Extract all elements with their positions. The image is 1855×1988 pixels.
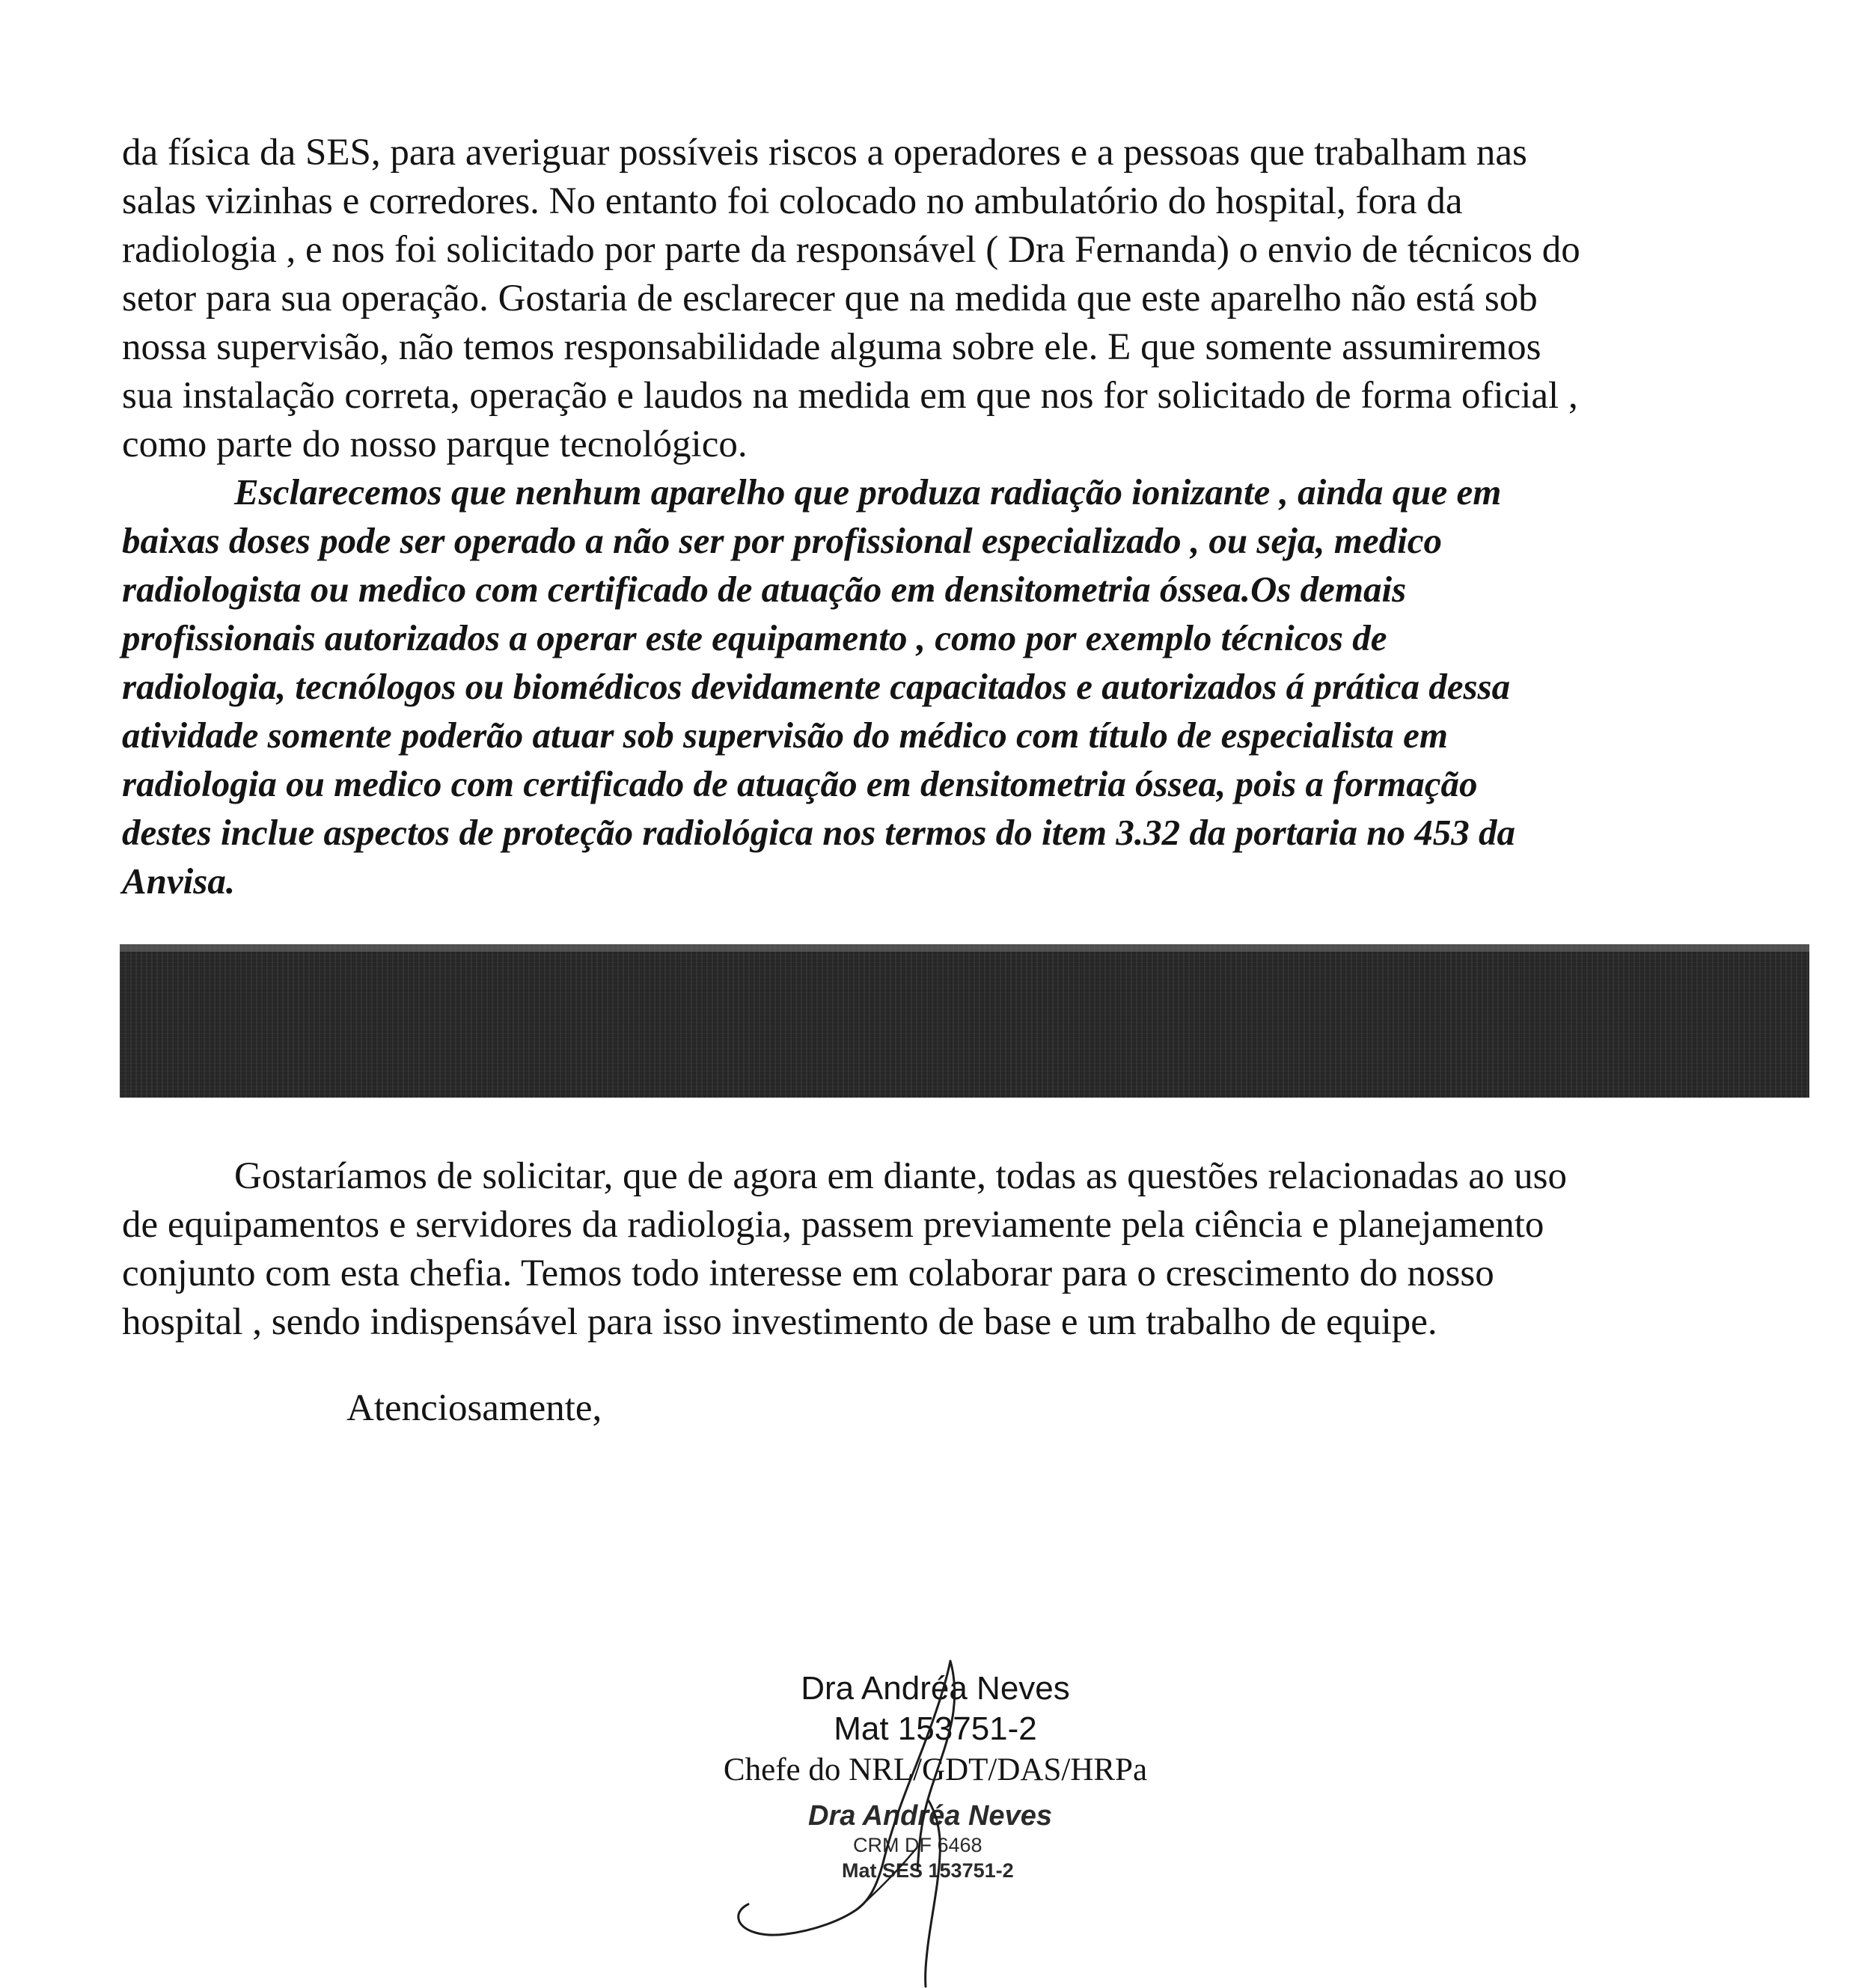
signer-name: Dra Andréa Neves xyxy=(801,1670,1070,1707)
paragraph-3-line: de equipamentos e servidores da radiologia, passem previamente pela ciência e planejamento xyxy=(122,1204,1544,1246)
stamp-name: Dra Andréa Neves xyxy=(808,1800,1052,1832)
paragraph-1-line: sua instalação correta, operação e laudos na medida em que nos for solicitado de forma oficial , xyxy=(122,375,1578,417)
paragraph-1-line: salas vizinhas e corredores. No entanto foi colocado no ambulatório do hospital, fora da xyxy=(122,180,1463,222)
paragraph-2-line: profissionais autorizados a operar este equipamento , como por exemplo técnicos de xyxy=(122,617,1387,658)
handwritten-signature xyxy=(703,1646,1092,1988)
paragraph-2-line: radiologia, tecnólogos ou biomédicos devidamente capacitados e autorizados á prática dessa xyxy=(122,666,1511,707)
paragraph-2-line: radiologista ou medico com certificado de atuação em densitometria óssea.Os demais xyxy=(122,569,1407,610)
paragraph-2-line: atividade somente poderão atuar sob supervisão do médico com título de especialista em xyxy=(122,715,1449,756)
paragraph-2-line: Esclarecemos que nenhum aparelho que produza radiação ionizante , ainda que em xyxy=(234,471,1502,513)
paragraph-3-line: Gostaríamos de solicitar, que de agora em diante, todas as questões relacionadas ao uso xyxy=(234,1155,1567,1197)
stamp-crm: CRM DF 6468 xyxy=(853,1834,982,1856)
paragraph-1-line: setor para sua operação. Gostaria de esclarecer que na medida que este aparelho não está sob xyxy=(122,278,1538,319)
closing-salutation: Atenciosamente, xyxy=(346,1387,602,1429)
paragraph-2-emphasis xyxy=(122,468,1798,905)
paragraph-1-line: como parte do nosso parque tecnológico. xyxy=(122,423,748,465)
paragraph-1-line: nossa supervisão, não temos responsabilidade alguma sobre ele. E que somente assumiremos xyxy=(122,326,1541,368)
paragraph-1-line: da física da SES, para averiguar possíveis riscos a operadores e a pessoas que trabalham nas xyxy=(122,132,1527,174)
paragraph-3-line: conjunto com esta chefia. Temos todo interesse em colaborar para o crescimento do nosso xyxy=(122,1253,1494,1294)
paragraph-2-line: baixas doses pode ser operado a não ser por profissional especializado , ou seja, medico xyxy=(122,520,1442,561)
signer-registration: Mat 153751-2 xyxy=(834,1710,1037,1747)
paragraph-3 xyxy=(122,1152,1798,1347)
redaction-bar xyxy=(120,944,1809,1098)
paragraph-2-line: Anvisa. xyxy=(122,860,236,902)
paragraph-2-line: radiologia ou medico com certificado de atuação em densitometria óssea, pois a formação xyxy=(122,763,1478,804)
paragraph-1 xyxy=(122,129,1798,469)
paragraph-1-line: radiologia , e nos foi solicitado por parte da responsável ( Dra Fernanda) o envio de técnicos do xyxy=(122,229,1580,271)
signer-role: Chefe do NRL/GDT/DAS/HRPa xyxy=(723,1752,1148,1787)
paragraph-3-line: hospital , sendo indispensável para isso investimento de base e um trabalho de equipe. xyxy=(122,1301,1437,1343)
paragraph-2-line: destes inclue aspectos de proteção radiológica nos termos do item 3.32 da portaria no 453 da xyxy=(122,812,1515,853)
stamp-mat: Mat SES 153751-2 xyxy=(842,1859,1014,1882)
